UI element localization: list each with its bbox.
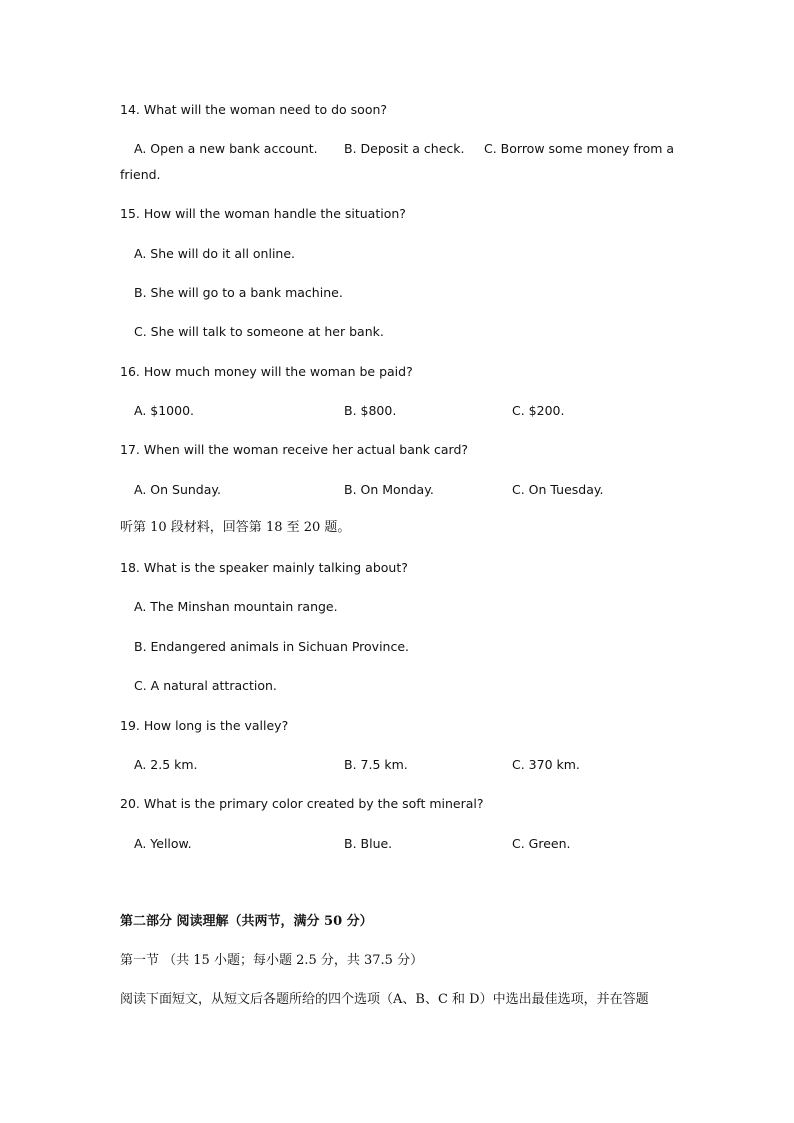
question-18-option-b: B. Endangered animals in Sichuan Province.	[134, 639, 410, 654]
question-14-option-c-continuation: friend.	[120, 167, 161, 182]
part-two-heading: 第二部分 阅读理解（共两节，满分 50 分）	[120, 914, 373, 929]
question-15-option-a: A. She will do it all online.	[134, 246, 295, 261]
question-20-option-a: A. Yellow.	[134, 836, 192, 851]
section-one-heading: 第一节 （共 15 小题；每小题 2.5 分，共 37.5 分）	[120, 953, 424, 968]
question-16-option-b: B. $800.	[344, 403, 397, 418]
question-14-option-c: C. Borrow some money from a	[484, 141, 675, 156]
question-14-option-b: B. Deposit a check.	[344, 141, 465, 156]
question-14-option-a: A. Open a new bank account.	[134, 141, 318, 156]
question-15-stem: 15. How will the woman handle the situation?	[120, 206, 406, 221]
question-17-stem: 17. When will the woman receive her actual bank card?	[120, 442, 469, 457]
question-18-stem: 18. What is the speaker mainly talking about?	[120, 560, 408, 575]
question-17-option-a: A. On Sunday.	[134, 482, 221, 497]
question-19-option-a: A. 2.5 km.	[134, 757, 198, 772]
question-16-stem: 16. How much money will the woman be paid?	[120, 364, 413, 379]
reading-instruction: 阅读下面短文，从短文后各题所给的四个选项（A、B、C 和 D）中选出最佳选项，并在答题	[120, 992, 649, 1007]
question-14-stem: 14. What will the woman need to do soon?	[120, 102, 388, 117]
question-18-option-a: A. The Minshan mountain range.	[134, 599, 338, 614]
question-20-option-b: B. Blue.	[344, 836, 393, 851]
question-20-option-c: C. Green.	[512, 836, 571, 851]
question-19-stem: 19. How long is the valley?	[120, 718, 289, 733]
question-15-option-c: C. She will talk to someone at her bank.	[134, 324, 384, 339]
section-note: 听第 10 段材料，回答第 18 至 20 题。	[120, 520, 351, 535]
question-17-option-c: C. On Tuesday.	[512, 482, 604, 497]
question-20-stem: 20. What is the primary color created by the soft mineral?	[120, 796, 484, 811]
question-19-option-b: B. 7.5 km.	[344, 757, 408, 772]
question-18-option-c: C. A natural attraction.	[134, 678, 277, 693]
question-17-option-b: B. On Monday.	[344, 482, 434, 497]
question-19-option-c: C. 370 km.	[512, 757, 580, 772]
question-16-option-a: A. $1000.	[134, 403, 195, 418]
question-16-option-c: C. $200.	[512, 403, 565, 418]
question-15-option-b: B. She will go to a bank machine.	[134, 285, 343, 300]
